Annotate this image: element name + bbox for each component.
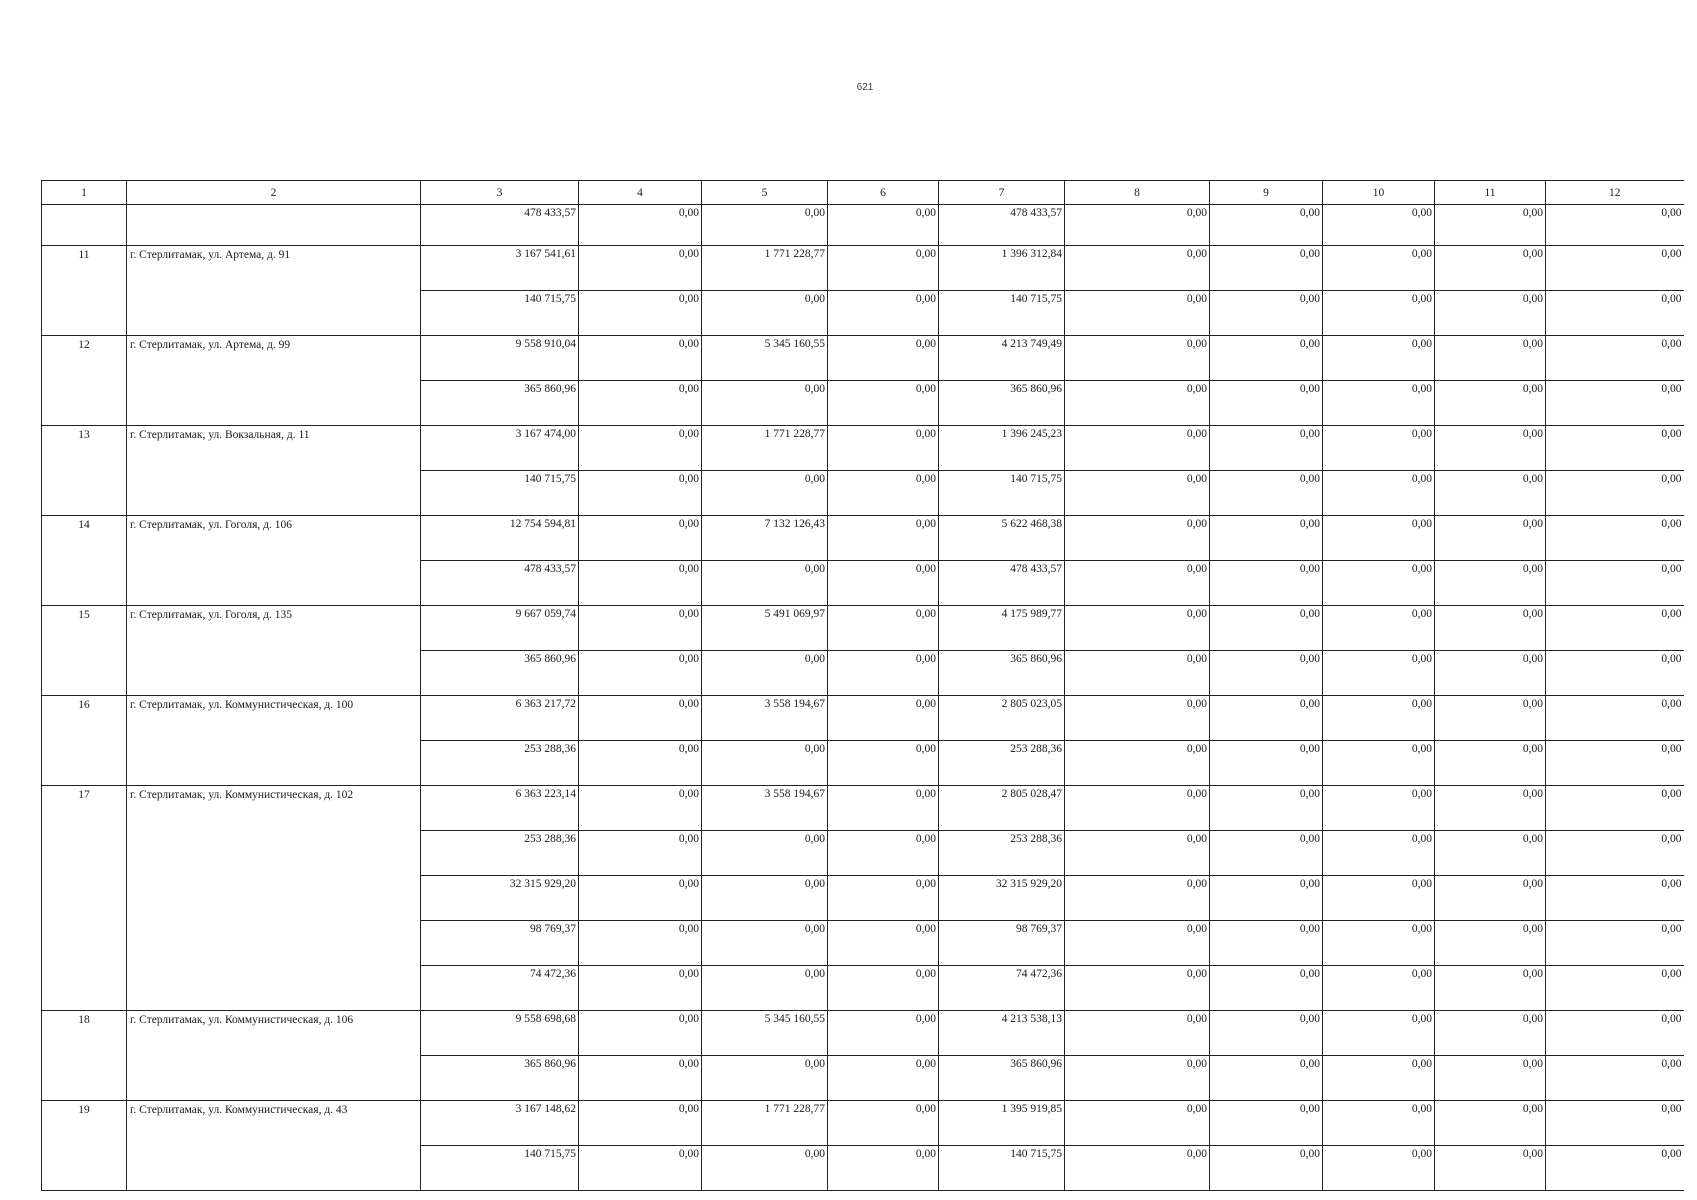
amount-cell: 0,00 (1323, 1011, 1435, 1056)
amount-cell: 0,00 (1546, 921, 1684, 966)
amount-cell: 12 754 594,81 (421, 516, 579, 561)
amount-cell: 365 860,96 (939, 381, 1065, 426)
column-number-header (42, 181, 1684, 205)
amount-cell: 0,00 (1065, 1101, 1210, 1146)
amount-cell: 0,00 (1435, 205, 1546, 246)
amount-cell: 0,00 (1546, 831, 1684, 876)
amount-cell: 140 715,75 (421, 291, 579, 336)
amount-cell: 0,00 (1065, 606, 1210, 651)
amount-cell: 0,00 (828, 786, 939, 831)
amount-cell: 0,00 (1546, 561, 1684, 606)
amount-cell: 0,00 (1435, 1101, 1546, 1146)
amount-cell: 0,00 (1323, 876, 1435, 921)
amount-cell: 0,00 (828, 561, 939, 606)
amount-cell: 0,00 (1435, 606, 1546, 651)
amount-cell: 0,00 (579, 426, 702, 471)
amount-cell: 0,00 (702, 966, 828, 1011)
amount-cell: 478 433,57 (939, 561, 1065, 606)
amount-cell: 0,00 (1323, 516, 1435, 561)
amount-cell: 6 363 223,14 (421, 786, 579, 831)
amount-cell: 0,00 (1210, 831, 1323, 876)
amount-cell: 365 860,96 (421, 651, 579, 696)
amount-cell: 0,00 (828, 921, 939, 966)
amount-cell: 0,00 (1210, 1056, 1323, 1101)
amount-cell: 1 771 228,77 (702, 246, 828, 291)
amount-cell: 0,00 (579, 966, 702, 1011)
amount-cell: 0,00 (1435, 876, 1546, 921)
amount-cell: 0,00 (1210, 291, 1323, 336)
amount-cell: 0,00 (1546, 291, 1684, 336)
column-header: 1 (42, 181, 127, 205)
amount-cell: 478 433,57 (939, 205, 1065, 246)
amount-cell: 0,00 (1435, 291, 1546, 336)
table-row (42, 205, 1684, 246)
amount-cell: 0,00 (1323, 831, 1435, 876)
amount-cell: 0,00 (1546, 741, 1684, 786)
amount-cell: 0,00 (579, 205, 702, 246)
amount-cell: 4 213 538,13 (939, 1011, 1065, 1056)
ledger-body (42, 205, 1684, 1191)
amount-cell: 1 396 312,84 (939, 246, 1065, 291)
amount-cell: 0,00 (1323, 651, 1435, 696)
amount-cell: 3 167 474,00 (421, 426, 579, 471)
amount-cell: 0,00 (1210, 1011, 1323, 1056)
amount-cell: 140 715,75 (939, 471, 1065, 516)
amount-cell: 74 472,36 (421, 966, 579, 1011)
amount-cell: 0,00 (1210, 381, 1323, 426)
amount-cell: 0,00 (1435, 651, 1546, 696)
amount-cell: 0,00 (1210, 516, 1323, 561)
amount-cell: 0,00 (702, 651, 828, 696)
amount-cell: 0,00 (1065, 246, 1210, 291)
amount-cell: 0,00 (1546, 696, 1684, 741)
amount-cell: 0,00 (579, 921, 702, 966)
amount-cell: 0,00 (1210, 651, 1323, 696)
amount-cell: 0,00 (579, 561, 702, 606)
row-number: 13 (42, 426, 127, 516)
amount-cell: 365 860,96 (939, 1056, 1065, 1101)
column-header: 3 (421, 181, 579, 205)
amount-cell: 0,00 (702, 471, 828, 516)
amount-cell: 0,00 (828, 741, 939, 786)
amount-cell: 0,00 (1546, 606, 1684, 651)
address-cell: г. Стерлитамак, ул. Артема, д. 91 (127, 246, 421, 336)
amount-cell: 0,00 (702, 291, 828, 336)
amount-cell: 0,00 (1435, 1011, 1546, 1056)
amount-cell: 6 363 217,72 (421, 696, 579, 741)
amount-cell: 9 667 059,74 (421, 606, 579, 651)
amount-cell: 4 175 989,77 (939, 606, 1065, 651)
amount-cell: 0,00 (1546, 516, 1684, 561)
amount-cell: 0,00 (1435, 741, 1546, 786)
amount-cell: 0,00 (1323, 381, 1435, 426)
amount-cell: 0,00 (579, 471, 702, 516)
table-row (42, 1011, 1684, 1056)
amount-cell: 0,00 (1210, 1146, 1323, 1191)
amount-cell: 9 558 910,04 (421, 336, 579, 381)
amount-cell: 0,00 (1323, 561, 1435, 606)
amount-cell: 5 345 160,55 (702, 1011, 828, 1056)
amount-cell: 0,00 (579, 1101, 702, 1146)
address-cell: г. Стерлитамак, ул. Гоголя, д. 135 (127, 606, 421, 696)
amount-cell: 0,00 (828, 336, 939, 381)
column-header: 2 (127, 181, 421, 205)
amount-cell: 3 167 541,61 (421, 246, 579, 291)
table-row (42, 336, 1684, 381)
amount-cell: 0,00 (1546, 1101, 1684, 1146)
row-number: 15 (42, 606, 127, 696)
amount-cell: 2 805 023,05 (939, 696, 1065, 741)
amount-cell: 0,00 (828, 876, 939, 921)
amount-cell: 0,00 (1210, 741, 1323, 786)
amount-cell: 0,00 (579, 741, 702, 786)
amount-cell: 0,00 (1210, 246, 1323, 291)
amount-cell: 0,00 (1065, 1146, 1210, 1191)
amount-cell: 0,00 (1323, 246, 1435, 291)
amount-cell: 0,00 (1546, 966, 1684, 1011)
row-number: 17 (42, 786, 127, 1011)
amount-cell: 0,00 (1065, 921, 1210, 966)
amount-cell: 0,00 (1546, 381, 1684, 426)
amount-cell: 0,00 (1435, 1056, 1546, 1101)
amount-cell: 4 213 749,49 (939, 336, 1065, 381)
amount-cell: 0,00 (1323, 1146, 1435, 1191)
amount-cell: 478 433,57 (421, 561, 579, 606)
amount-cell: 0,00 (828, 516, 939, 561)
amount-cell: 0,00 (1323, 786, 1435, 831)
amount-cell: 32 315 929,20 (939, 876, 1065, 921)
amount-cell: 0,00 (579, 831, 702, 876)
column-header: 6 (828, 181, 939, 205)
amount-cell: 0,00 (579, 786, 702, 831)
amount-cell: 0,00 (1323, 471, 1435, 516)
amount-cell: 0,00 (702, 831, 828, 876)
column-header: 7 (939, 181, 1065, 205)
address-cell: г. Стерлитамак, ул. Коммунистическая, д. 100 (127, 696, 421, 786)
amount-cell: 0,00 (1065, 696, 1210, 741)
amount-cell: 0,00 (1323, 1101, 1435, 1146)
amount-cell: 0,00 (1210, 561, 1323, 606)
amount-cell: 0,00 (828, 831, 939, 876)
column-header: 10 (1323, 181, 1435, 205)
amount-cell: 0,00 (1065, 1056, 1210, 1101)
column-header: 12 (1546, 181, 1684, 205)
amount-cell: 0,00 (1435, 381, 1546, 426)
column-header: 4 (579, 181, 702, 205)
amount-cell: 0,00 (828, 426, 939, 471)
amount-cell: 0,00 (1435, 471, 1546, 516)
amount-cell: 0,00 (1210, 786, 1323, 831)
amount-cell: 365 860,96 (421, 1056, 579, 1101)
amount-cell: 32 315 929,20 (421, 876, 579, 921)
amount-cell: 140 715,75 (421, 471, 579, 516)
amount-cell: 2 805 028,47 (939, 786, 1065, 831)
amount-cell: 7 132 126,43 (702, 516, 828, 561)
amount-cell: 0,00 (828, 471, 939, 516)
amount-cell: 0,00 (828, 606, 939, 651)
amount-cell: 74 472,36 (939, 966, 1065, 1011)
amount-cell: 0,00 (579, 336, 702, 381)
amount-cell: 0,00 (1210, 606, 1323, 651)
amount-cell: 0,00 (1546, 205, 1684, 246)
table-row (42, 516, 1684, 561)
amount-cell: 0,00 (1323, 1056, 1435, 1101)
amount-cell: 0,00 (1435, 786, 1546, 831)
amount-cell: 0,00 (1210, 696, 1323, 741)
amount-cell: 0,00 (1323, 205, 1435, 246)
column-header: 5 (702, 181, 828, 205)
table-row (42, 246, 1684, 291)
amount-cell: 0,00 (702, 205, 828, 246)
amount-cell: 365 860,96 (939, 651, 1065, 696)
amount-cell: 0,00 (1065, 966, 1210, 1011)
amount-cell: 0,00 (579, 291, 702, 336)
amount-cell: 0,00 (579, 1011, 702, 1056)
row-number: 11 (42, 246, 127, 336)
amount-cell: 0,00 (1323, 426, 1435, 471)
amount-cell: 0,00 (828, 1056, 939, 1101)
amount-cell: 0,00 (1065, 336, 1210, 381)
amount-cell: 0,00 (1435, 426, 1546, 471)
amount-cell: 0,00 (828, 651, 939, 696)
amount-cell: 0,00 (1065, 561, 1210, 606)
amount-cell: 140 715,75 (939, 291, 1065, 336)
amount-cell: 0,00 (702, 561, 828, 606)
amount-cell: 0,00 (1435, 966, 1546, 1011)
amount-cell: 98 769,37 (939, 921, 1065, 966)
address-cell: г. Стерлитамак, ул. Коммунистическая, д. 43 (127, 1101, 421, 1191)
amount-cell: 0,00 (1210, 1101, 1323, 1146)
amount-cell: 478 433,57 (421, 205, 579, 246)
amount-cell: 1 771 228,77 (702, 426, 828, 471)
amount-cell: 0,00 (1210, 921, 1323, 966)
amount-cell: 253 288,36 (939, 831, 1065, 876)
amount-cell: 1 395 919,85 (939, 1101, 1065, 1146)
amount-cell: 0,00 (1435, 516, 1546, 561)
amount-cell: 0,00 (1065, 651, 1210, 696)
table-row (42, 606, 1684, 651)
amount-cell: 0,00 (1546, 471, 1684, 516)
amount-cell: 0,00 (579, 246, 702, 291)
ledger-table (41, 180, 1684, 1191)
amount-cell: 0,00 (579, 1146, 702, 1191)
address-cell: г. Стерлитамак, ул. Коммунистическая, д. 102 (127, 786, 421, 1011)
amount-cell: 0,00 (1435, 831, 1546, 876)
amount-cell: 0,00 (828, 1101, 939, 1146)
column-header: 11 (1435, 181, 1546, 205)
amount-cell: 140 715,75 (421, 1146, 579, 1191)
row-number (42, 205, 127, 246)
amount-cell: 0,00 (1546, 1056, 1684, 1101)
amount-cell: 0,00 (1323, 741, 1435, 786)
amount-cell: 0,00 (1210, 336, 1323, 381)
address-cell: г. Стерлитамак, ул. Гоголя, д. 106 (127, 516, 421, 606)
amount-cell: 3 167 148,62 (421, 1101, 579, 1146)
amount-cell: 5 345 160,55 (702, 336, 828, 381)
amount-cell: 0,00 (1210, 876, 1323, 921)
amount-cell: 9 558 698,68 (421, 1011, 579, 1056)
amount-cell: 5 491 069,97 (702, 606, 828, 651)
row-number: 12 (42, 336, 127, 426)
row-number: 14 (42, 516, 127, 606)
row-number: 16 (42, 696, 127, 786)
amount-cell: 0,00 (1546, 336, 1684, 381)
amount-cell: 0,00 (1435, 246, 1546, 291)
amount-cell: 0,00 (828, 966, 939, 1011)
address-cell: г. Стерлитамак, ул. Коммунистическая, д. 106 (127, 1011, 421, 1101)
amount-cell: 0,00 (1546, 246, 1684, 291)
amount-cell: 0,00 (828, 246, 939, 291)
table-row (42, 786, 1684, 831)
amount-cell: 0,00 (1065, 831, 1210, 876)
amount-cell: 0,00 (1065, 1011, 1210, 1056)
table-row (42, 1101, 1684, 1146)
amount-cell: 0,00 (1065, 516, 1210, 561)
amount-cell: 3 558 194,67 (702, 786, 828, 831)
amount-cell: 0,00 (1065, 786, 1210, 831)
page-number: 621 (856, 82, 874, 93)
amount-cell: 0,00 (1323, 606, 1435, 651)
amount-cell: 0,00 (1323, 966, 1435, 1011)
amount-cell: 0,00 (1065, 471, 1210, 516)
amount-cell: 0,00 (1065, 205, 1210, 246)
amount-cell: 0,00 (702, 381, 828, 426)
amount-cell: 0,00 (702, 921, 828, 966)
amount-cell: 0,00 (1210, 205, 1323, 246)
amount-cell: 0,00 (828, 696, 939, 741)
amount-cell: 0,00 (1546, 1146, 1684, 1191)
amount-cell: 0,00 (579, 606, 702, 651)
row-number: 19 (42, 1101, 127, 1191)
amount-cell: 0,00 (702, 1056, 828, 1101)
amount-cell: 0,00 (579, 651, 702, 696)
amount-cell: 0,00 (828, 1146, 939, 1191)
amount-cell: 0,00 (579, 1056, 702, 1101)
amount-cell: 0,00 (1435, 561, 1546, 606)
amount-cell: 0,00 (1065, 381, 1210, 426)
amount-cell: 0,00 (1065, 876, 1210, 921)
amount-cell: 3 558 194,67 (702, 696, 828, 741)
amount-cell: 0,00 (579, 516, 702, 561)
amount-cell: 0,00 (1210, 426, 1323, 471)
amount-cell: 0,00 (1323, 696, 1435, 741)
amount-cell: 0,00 (1435, 696, 1546, 741)
amount-cell: 0,00 (702, 876, 828, 921)
table-row (42, 696, 1684, 741)
amount-cell: 0,00 (702, 741, 828, 786)
amount-cell: 253 288,36 (421, 741, 579, 786)
amount-cell: 0,00 (1435, 336, 1546, 381)
amount-cell: 0,00 (828, 291, 939, 336)
amount-cell: 253 288,36 (939, 741, 1065, 786)
amount-cell: 1 396 245,23 (939, 426, 1065, 471)
column-header: 9 (1210, 181, 1323, 205)
amount-cell: 0,00 (1546, 786, 1684, 831)
amount-cell: 0,00 (1065, 291, 1210, 336)
address-cell: г. Стерлитамак, ул. Артема, д. 99 (127, 336, 421, 426)
amount-cell: 365 860,96 (421, 381, 579, 426)
address-cell (127, 205, 421, 246)
amount-cell: 1 771 228,77 (702, 1101, 828, 1146)
amount-cell: 0,00 (579, 696, 702, 741)
amount-cell: 0,00 (1435, 1146, 1546, 1191)
amount-cell: 0,00 (579, 876, 702, 921)
amount-cell: 0,00 (1546, 426, 1684, 471)
amount-cell: 0,00 (1210, 471, 1323, 516)
amount-cell: 0,00 (1323, 336, 1435, 381)
amount-cell: 0,00 (579, 381, 702, 426)
amount-cell: 0,00 (1065, 426, 1210, 471)
amount-cell: 140 715,75 (939, 1146, 1065, 1191)
amount-cell: 0,00 (828, 1011, 939, 1056)
amount-cell: 0,00 (1323, 291, 1435, 336)
amount-cell: 5 622 468,38 (939, 516, 1065, 561)
amount-cell: 0,00 (1210, 966, 1323, 1011)
amount-cell: 0,00 (1435, 921, 1546, 966)
amount-cell: 0,00 (828, 381, 939, 426)
amount-cell: 98 769,37 (421, 921, 579, 966)
column-header: 8 (1065, 181, 1210, 205)
row-number: 18 (42, 1011, 127, 1101)
amount-cell: 0,00 (828, 205, 939, 246)
amount-cell: 253 288,36 (421, 831, 579, 876)
amount-cell: 0,00 (1065, 741, 1210, 786)
amount-cell: 0,00 (702, 1146, 828, 1191)
amount-cell: 0,00 (1323, 921, 1435, 966)
amount-cell: 0,00 (1546, 876, 1684, 921)
address-cell: г. Стерлитамак, ул. Вокзальная, д. 11 (127, 426, 421, 516)
amount-cell: 0,00 (1546, 651, 1684, 696)
table-row (42, 426, 1684, 471)
amount-cell: 0,00 (1546, 1011, 1684, 1056)
